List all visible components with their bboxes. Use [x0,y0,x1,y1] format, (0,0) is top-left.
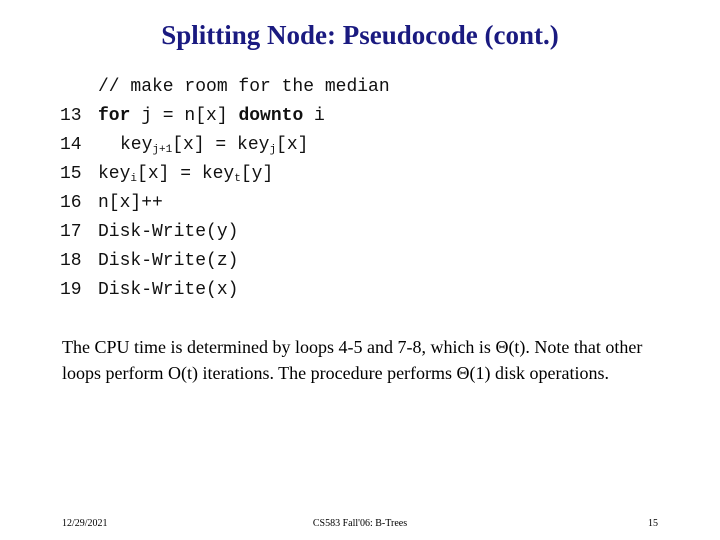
code-text: [y] [240,164,274,184]
code-text: key [98,164,131,184]
code-subscript: t [234,173,241,185]
footer-date: 12/29/2021 [62,518,108,529]
line-number: 16 [60,193,82,213]
code-text: Disk-Write(z) [98,251,239,271]
code-text: [x] [276,135,309,155]
code-text: key [120,135,153,155]
code-line-18 [60,247,390,276]
code-text: Disk-Write(y) [98,222,239,242]
explanation-paragraph: The CPU time is determined by loops 4-5 and 7-8, which is Θ(t). Note that other loops perform O(t) iterations. The procedure performs Θ(1) disk operations. [62,337,643,383]
footer-course: CS583 Fall'06: B-Trees [312,518,408,529]
line-number: 19 [60,280,82,300]
code-line-16 [60,189,390,218]
page-number: 15 [648,518,658,529]
code-subscript: j [269,144,277,156]
slide-title: Splitting Node: Pseudocode (cont.) [161,20,559,50]
code-text: Disk-Write(x) [98,280,239,300]
keyword-for: for [98,106,131,126]
line-number: 15 [60,164,82,184]
code-subscript: j+1 [152,144,173,156]
code-text: j = n[x] [130,106,239,126]
code-line-19 [60,276,390,305]
code-line-13 [60,102,390,131]
code-comment: // make room for the median [98,77,390,97]
code-text: n[x]++ [98,193,163,213]
keyword-downto: downto [238,106,304,126]
code-text: [x] = key [172,135,270,155]
line-number: 17 [60,222,82,242]
line-number: 18 [60,251,82,271]
line-number: 13 [60,106,82,126]
pseudocode-block [60,73,390,305]
code-line-comment [60,73,390,102]
code-text: [x] = key [137,164,235,184]
code-line-14 [60,131,390,160]
code-line-17 [60,218,390,247]
code-text: i [303,106,325,126]
code-subscript: i [130,173,138,185]
code-line-15 [60,160,390,189]
line-number: 14 [60,135,82,155]
